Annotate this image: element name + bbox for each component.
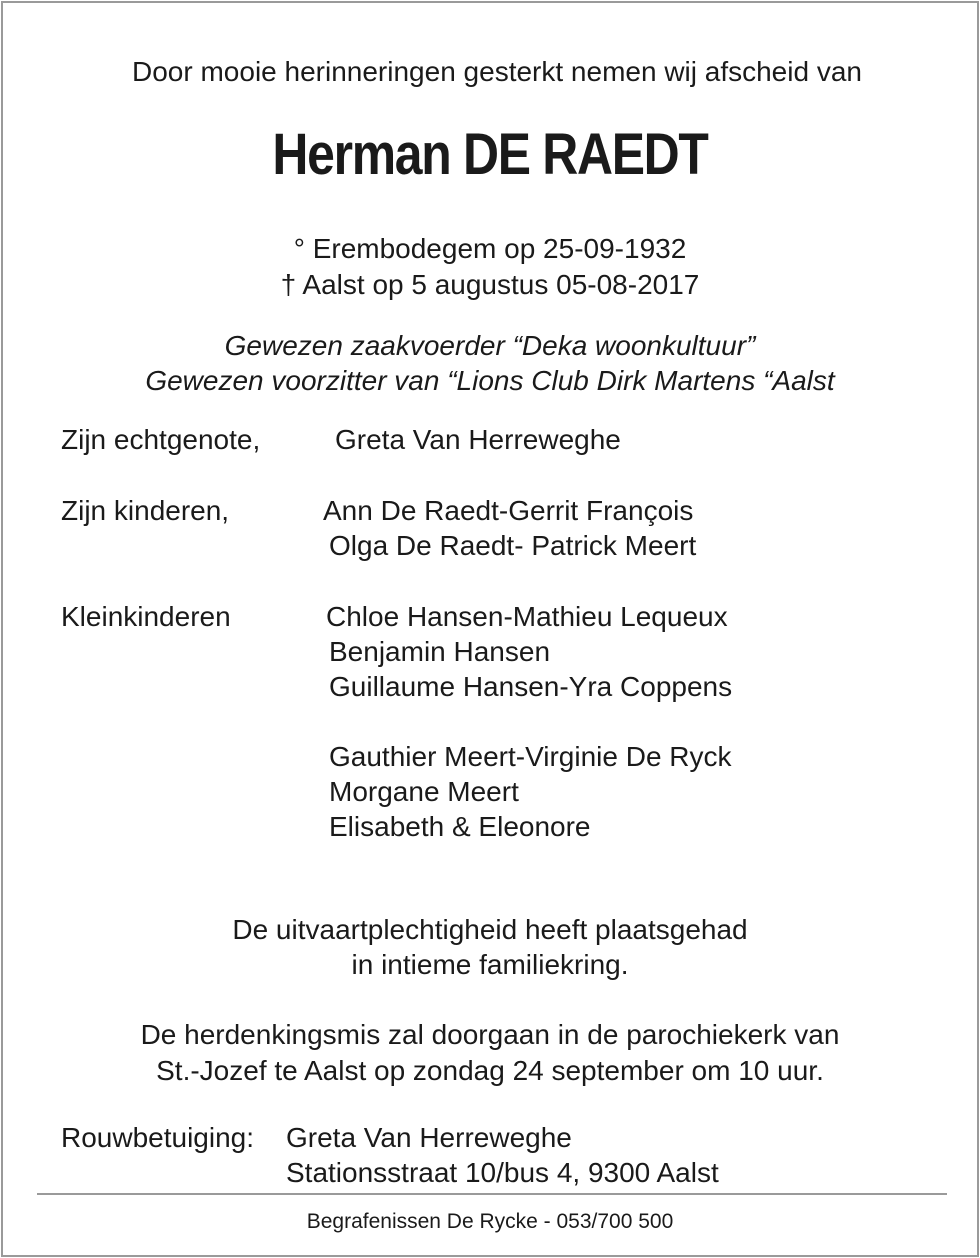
child-name: Olga De Raedt- Patrick Meert <box>329 530 697 561</box>
deceased-name: Herman DE RAEDT <box>272 122 708 187</box>
grandchild-name: Morgane Meert <box>329 776 519 807</box>
role-line: Gewezen voorzitter van “Lions Club Dirk Martens “Aalst <box>145 365 835 396</box>
mass-text: De herdenkingsmis zal doorgaan in de parochiekerk van <box>140 1019 840 1050</box>
birth-line: ° Erembodegem op 25-09-1932 <box>293 233 687 264</box>
grandchild-name: Benjamin Hansen <box>329 636 551 667</box>
spouse-label: Zijn echtgenote, <box>61 424 261 455</box>
funeral-text: De uitvaartplechtigheid heeft plaatsgehad <box>232 914 748 945</box>
condolence-label: Rouwbetuiging: <box>61 1122 255 1153</box>
grandchild-name: Gauthier Meert-Virginie De Ryck <box>329 741 732 772</box>
grandchildren-label: Kleinkinderen <box>61 601 231 632</box>
grandchild-name: Elisabeth & Eleonore <box>329 811 591 842</box>
children-label: Zijn kinderen, <box>61 495 230 526</box>
grandchild-name: Guillaume Hansen-Yra Coppens <box>329 671 733 702</box>
mass-text: St.-Jozef te Aalst op zondag 24 september om 10 uur. <box>156 1055 824 1086</box>
obituary-notice <box>1 1 979 1257</box>
funeral-text: in intieme familiekring. <box>351 949 629 980</box>
death-line: † Aalst op 5 augustus 05-08-2017 <box>280 269 700 300</box>
role-line: Gewezen zaakvoerder “Deka woonkultuur” <box>224 330 756 361</box>
child-name: Ann De Raedt-Gerrit François <box>323 495 694 526</box>
funeral-home-footer: Begrafenissen De Rycke - 053/700 500 <box>306 1210 674 1233</box>
footer-divider <box>37 1193 947 1195</box>
grandchild-name: Chloe Hansen-Mathieu Lequeux <box>326 601 728 632</box>
condolence-address: Stationsstraat 10/bus 4, 9300 Aalst <box>286 1157 719 1188</box>
spouse-name: Greta Van Herreweghe <box>335 424 621 455</box>
intro-text: Door mooie herinneringen gesterkt nemen wij afscheid van <box>132 56 862 87</box>
condolence-name: Greta Van Herreweghe <box>286 1122 572 1153</box>
